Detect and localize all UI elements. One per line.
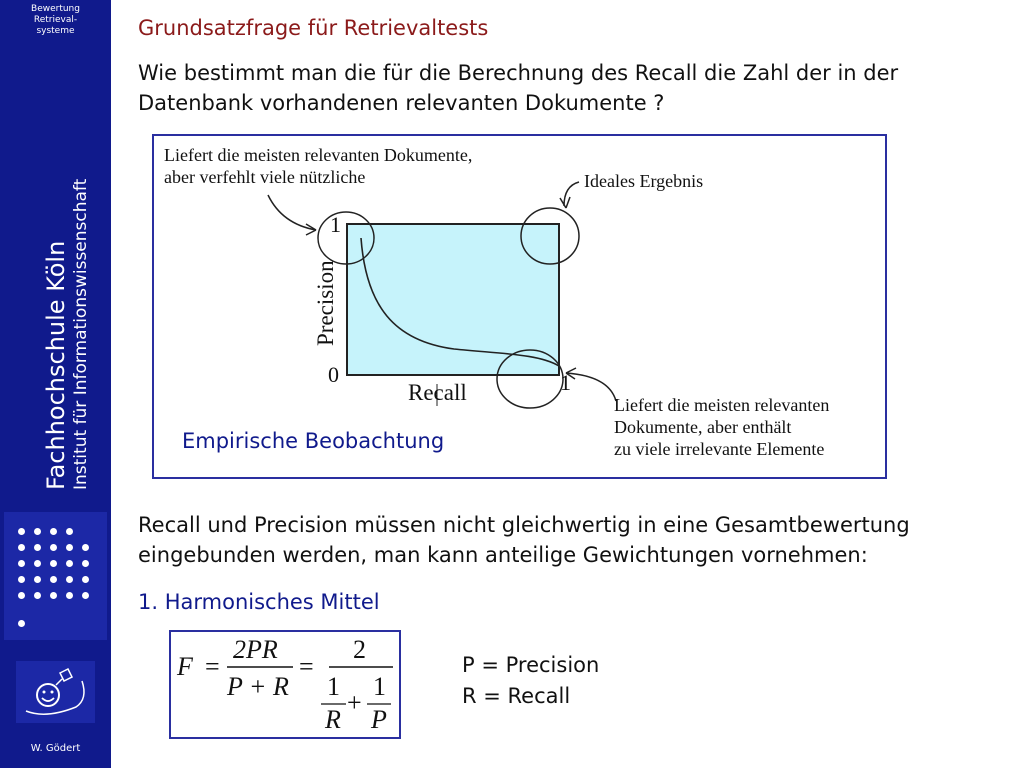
formula-plus: + <box>347 688 362 717</box>
institution-name: Fachhochschule Köln <box>42 240 70 490</box>
logo <box>16 661 95 723</box>
formula-one: 1 <box>373 672 386 701</box>
formula-numerator: 2 <box>353 635 366 664</box>
note-line: Liefert die meisten relevanten Dokumente, <box>164 145 473 165</box>
smiley-logo-icon <box>16 661 95 723</box>
author-name: W. Gödert <box>30 743 81 754</box>
figure-caption: Empirische Beobachtung <box>182 429 445 453</box>
statement-line: Recall und Precision müssen nicht gleichwertig in eine Gesamtbewertung <box>138 513 910 537</box>
formula-equals: = <box>205 652 220 681</box>
formula-r: R <box>325 705 341 734</box>
plot-area <box>347 224 559 375</box>
legend-line: P = Precision <box>462 653 600 677</box>
question-line: Datenbank vorhandenen relevanten Dokumente ? <box>138 91 665 115</box>
y-axis-label: Precision <box>313 260 338 346</box>
note-line: Liefert die meisten relevanten <box>614 395 830 415</box>
question-line: Wie bestimmt man die für die Berechnung des Recall die Zahl der in der <box>138 61 899 85</box>
formula-legend <box>462 650 599 712</box>
arrow <box>268 195 316 230</box>
recall-precision-figure <box>152 134 887 479</box>
institution-label <box>42 179 92 490</box>
legend-line: R = Recall <box>462 684 571 708</box>
harmonic-mean-formula <box>169 630 401 739</box>
note-line: Dokumente, aber enthält <box>614 417 792 437</box>
arrow <box>564 182 579 206</box>
question-paragraph <box>138 58 898 118</box>
note-top-left <box>164 144 472 188</box>
note-line: aber verfehlt viele nützliche <box>164 167 366 187</box>
note-line: zu viele irrelevante Elemente <box>614 439 825 459</box>
sidebar-course-title <box>0 4 111 37</box>
course-title-line: Retrieval- <box>33 15 78 25</box>
institute-name: Institut für Informationswissenschaft <box>71 178 91 490</box>
formula-denominator: P + R <box>227 672 289 701</box>
statement-line: eingebunden werden, man kann anteilige Gewichtungen vornehmen: <box>138 543 868 567</box>
list-item-harmonic-mean: 1. Harmonisches Mittel <box>138 590 380 614</box>
x-axis-label: Recall <box>408 380 467 405</box>
y-tick-one: 1 <box>330 212 341 237</box>
course-title-line: Bewertung <box>31 4 80 14</box>
formula-numerator: 2PR <box>233 635 278 664</box>
statement-paragraph <box>138 510 910 570</box>
note-bottom-right <box>614 394 829 460</box>
note-ideal: Ideales Ergebnis <box>584 171 704 191</box>
formula-f: F <box>177 652 193 681</box>
dot-pattern-decoration <box>4 512 107 640</box>
x-tick-one: 1 <box>560 370 571 395</box>
formula-equals: = <box>299 652 314 681</box>
course-title-line: systeme <box>36 26 75 36</box>
formula-p: P <box>371 705 387 734</box>
slide-title: Grundsatzfrage für Retrievaltests <box>138 16 489 40</box>
formula-one: 1 <box>327 672 340 701</box>
sidebar <box>0 0 111 768</box>
origin-tick-zero: 0 <box>328 362 339 387</box>
